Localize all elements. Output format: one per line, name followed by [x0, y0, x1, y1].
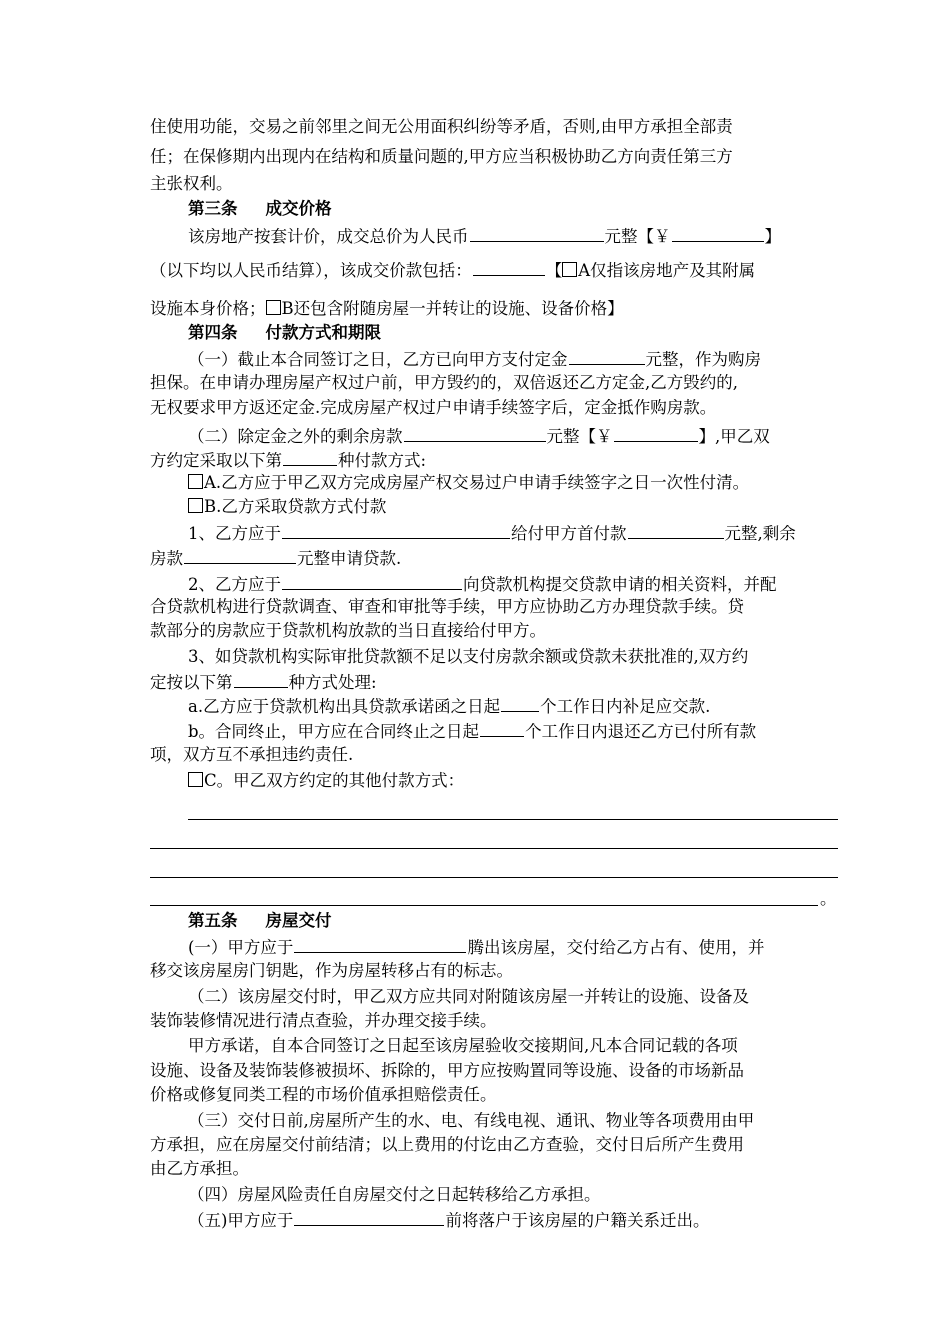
- paragraph-line: 住使用功能，交易之前邻里之间无公用面积纠纷等矛盾，否则,由甲方承担全部责: [150, 117, 733, 136]
- end-mark: 。: [820, 889, 837, 908]
- paragraph-line: A.乙方应于甲乙双方完成房屋产权交易过户申请手续签字之日一次性付清。: [188, 472, 840, 494]
- paragraph-line: 设施、设备及装饰装修被损坏、拆除的，甲方应按购置同等设施、设备的市场新品: [150, 1061, 744, 1080]
- paragraph-line: （二）除定金之外的剩余房款 元整【￥ 】,甲乙双: [188, 424, 840, 448]
- deposit-blank[interactable]: [569, 347, 645, 365]
- article-3-heading: 第三条 成交价格: [188, 199, 332, 218]
- paragraph-line: 装饰装修情况进行清点查验，并办理交接手续。: [150, 1011, 497, 1030]
- paragraph-line: 方约定采取以下第 种付款方式:: [150, 448, 840, 472]
- article-4-heading: 第四条 付款方式和期限: [188, 323, 381, 342]
- handling-method-blank[interactable]: [234, 670, 288, 688]
- workdays-blank[interactable]: [501, 694, 539, 712]
- paragraph-line: B.乙方采取贷款方式付款: [188, 496, 840, 518]
- article-5-heading: 第五条 房屋交付: [188, 911, 332, 930]
- loan-amount-blank[interactable]: [184, 546, 296, 564]
- paragraph-line: 方承担，应在房屋交付前结清；以上费用的付讫由乙方查验，交付日后所产生费用: [150, 1135, 744, 1154]
- checkbox-icon[interactable]: [188, 772, 203, 787]
- paragraph-line: （以下均以人民币结算），该成交价款包括： 【 A仅指该房地产及其附属: [150, 258, 840, 282]
- loan-application-date-blank[interactable]: [282, 572, 462, 590]
- paragraph-line: （二）该房屋交付时，甲乙双方应共同对附随该房屋一并转让的设施、设备及: [188, 987, 749, 1006]
- total-price-blank[interactable]: [470, 224, 604, 242]
- paragraph-line: 任；在保修期内出现内在结构和质量问题的,甲方应当积极协助乙方向责任第三方: [150, 147, 733, 166]
- checkbox-icon[interactable]: [188, 498, 203, 513]
- fill-in-line[interactable]: [188, 819, 838, 820]
- paragraph-line: (一）甲方应于 腾出该房屋，交付给乙方占有、使用，并: [188, 935, 840, 959]
- checkbox-icon[interactable]: [188, 474, 203, 489]
- paragraph-line: 合贷款机构进行贷款调查、审查和审批等手续，甲方应协助乙方办理贷款手续。贷: [150, 597, 744, 616]
- price-includes-blank[interactable]: [473, 258, 545, 276]
- total-price-number-blank[interactable]: [672, 224, 764, 242]
- down-payment-amount-blank[interactable]: [628, 521, 724, 539]
- paragraph-line: 无权要求甲方返还定金.完成房屋产权过户申请手续签字后，定金抵作购房款。: [150, 398, 717, 417]
- paragraph-line: 2、乙方应于 向贷款机构提交贷款申请的相关资料，并配: [188, 572, 840, 596]
- paragraph-line: 项，双方互不承担违约责任.: [150, 745, 354, 764]
- paragraph-line: （五)甲方应于 前将落户于该房屋的户籍关系迁出。: [188, 1208, 840, 1232]
- fill-in-line[interactable]: [150, 877, 838, 878]
- paragraph-line: 款部分的房款应于贷款机构放款的当日直接给付甲方。: [150, 621, 546, 640]
- paragraph-line: （一）截止本合同签订之日，乙方已向甲方支付定金 元整，作为购房: [188, 347, 840, 371]
- paragraph-line: 甲方承诺，自本合同签订之日起至该房屋验收交接期间,凡本合同记载的各项: [188, 1036, 738, 1055]
- paragraph-line: 价格或修复同类工程的市场价值承担赔偿责任。: [150, 1085, 497, 1104]
- down-payment-date-blank[interactable]: [282, 521, 510, 539]
- paragraph-line: 房款 元整申请贷款.: [150, 546, 840, 570]
- paragraph-line: 由乙方承担。: [150, 1159, 249, 1178]
- paragraph-line: a.乙方应于贷款机构出具贷款承诺函之日起 个工作日内补足应交款.: [188, 694, 840, 718]
- remaining-payment-blank[interactable]: [404, 424, 546, 442]
- paragraph-line: （四）房屋风险责任自房屋交付之日起转移给乙方承担。: [188, 1185, 601, 1204]
- paragraph-line: 该房地产按套计价，成交总价为人民币 元整【￥ 】: [188, 224, 840, 248]
- paragraph-line: 设施本身价格； B还包含附随房屋一并转让的设施、设备价格】: [150, 299, 624, 318]
- paragraph-line: 3、如贷款机构实际审批贷款额不足以支付房款余额或贷款未获批准的,双方约: [188, 647, 749, 666]
- paragraph-line: 主张权利。: [150, 174, 233, 193]
- paragraph-line: 担保。在申请办理房屋产权过户前，甲方毁约的，双倍返还乙方定金,乙方毁约的,: [150, 373, 738, 392]
- payment-method-blank[interactable]: [283, 448, 337, 466]
- paragraph-line: 定按以下第 种方式处理:: [150, 670, 840, 694]
- paragraph-line: （三）交付日前,房屋所产生的水、电、有线电视、通讯、物业等各项费用由甲: [188, 1111, 755, 1130]
- paragraph-line: 移交该房屋房门钥匙，作为房屋转移占有的标志。: [150, 961, 513, 980]
- checkbox-icon[interactable]: [266, 300, 281, 315]
- fill-in-line[interactable]: [150, 905, 818, 906]
- remaining-payment-number-blank[interactable]: [614, 424, 698, 442]
- paragraph-line: b。合同终止，甲方应在合同终止之日起 个工作日内退还乙方已付所有款: [188, 719, 840, 743]
- refund-workdays-blank[interactable]: [480, 719, 524, 737]
- checkbox-icon[interactable]: [562, 262, 577, 277]
- household-transfer-date-blank[interactable]: [294, 1208, 444, 1226]
- fill-in-line[interactable]: [150, 848, 838, 849]
- paragraph-line: C。甲乙双方约定的其他付款方式：: [188, 770, 840, 792]
- vacate-date-blank[interactable]: [294, 935, 466, 953]
- paragraph-line: 1、乙方应于 给付甲方首付款 元整,剩余: [188, 521, 840, 545]
